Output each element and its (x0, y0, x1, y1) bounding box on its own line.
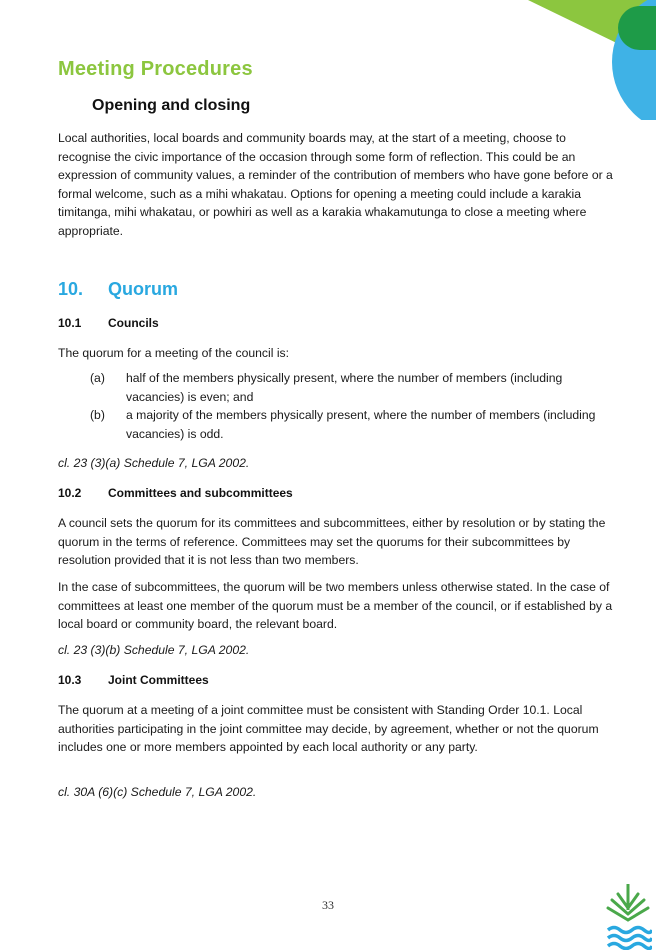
page-title: Meeting Procedures (58, 58, 253, 80)
committees-paragraph-1: A council sets the quorum for its committees and subcommittees, either by resolution or by stating the quorum in the terms of reference. Committees may set the quorums for their subcommittees by resolution provided that it is not less than two members. (58, 516, 606, 567)
councils-intro: The quorum for a meeting of the council is: (58, 346, 290, 360)
section-number: 10. (58, 279, 84, 299)
subsection-heading-10-2 (58, 486, 293, 500)
subsection-title-text: Joint Committees (108, 673, 209, 687)
section-heading-quorum (58, 279, 178, 300)
subsection-number: 10.2 (58, 486, 82, 500)
citation-10-1: cl. 23 (3)(a) Schedule 7, LGA 2002. (58, 456, 250, 470)
subsection-title-text: Councils (108, 316, 159, 330)
subsection-number: 10.1 (58, 316, 82, 330)
subsection-title: Opening and closing (92, 97, 251, 114)
subsection-heading-10-3 (58, 673, 209, 687)
citation-10-3: cl. 30A (6)(c) Schedule 7, LGA 2002. (58, 785, 257, 799)
subsection-heading-10-1 (58, 316, 159, 330)
list-marker: (b) (90, 408, 105, 422)
list-item-b (90, 406, 610, 443)
committees-paragraph-2: In the case of subcommittees, the quorum will be two members unless otherwise stated. In the case of committees at least one member of the quorum must be a member of the council, or if established by a local board or community board, the relevant board. (58, 580, 613, 631)
list-marker: (a) (90, 371, 105, 385)
subsection-title-text: Committees and subcommittees (108, 486, 293, 500)
page-number: 33 (322, 898, 334, 912)
citation-10-2: cl. 23 (3)(b) Schedule 7, LGA 2002. (58, 643, 250, 657)
section-title: Quorum (108, 279, 178, 299)
list-item-text: half of the members physically present, where the number of members (including vacancies) is even; and (126, 371, 563, 404)
organisation-logo-icon (604, 880, 652, 950)
list-item-a (90, 369, 610, 406)
list-item-text: a majority of the members physically present, where the number of members (including vacancies) is odd. (126, 408, 596, 441)
subsection-number: 10.3 (58, 673, 82, 687)
opening-paragraph: Local authorities, local boards and community boards may, at the start of a meeting, choose to recognise the civic importance of the occasion through some form of reflection. This could be an expression of community values, a reminder of the contribution of members who have gone before or a formal welcome, such as a mihi whakatau. Options for opening a meeting could include a karakia timitanga, mihi whakatau, or powhiri as well as a karakia whakamutunga to close a meeting where appropriate. (58, 131, 613, 238)
joint-committees-paragraph: The quorum at a meeting of a joint committee must be consistent with Standing Order 10.1. Local authorities participating in the joint committee may decide, by agreement, whether or not the quorum includes one or more members appointed by each local authority or any party. (58, 703, 599, 754)
